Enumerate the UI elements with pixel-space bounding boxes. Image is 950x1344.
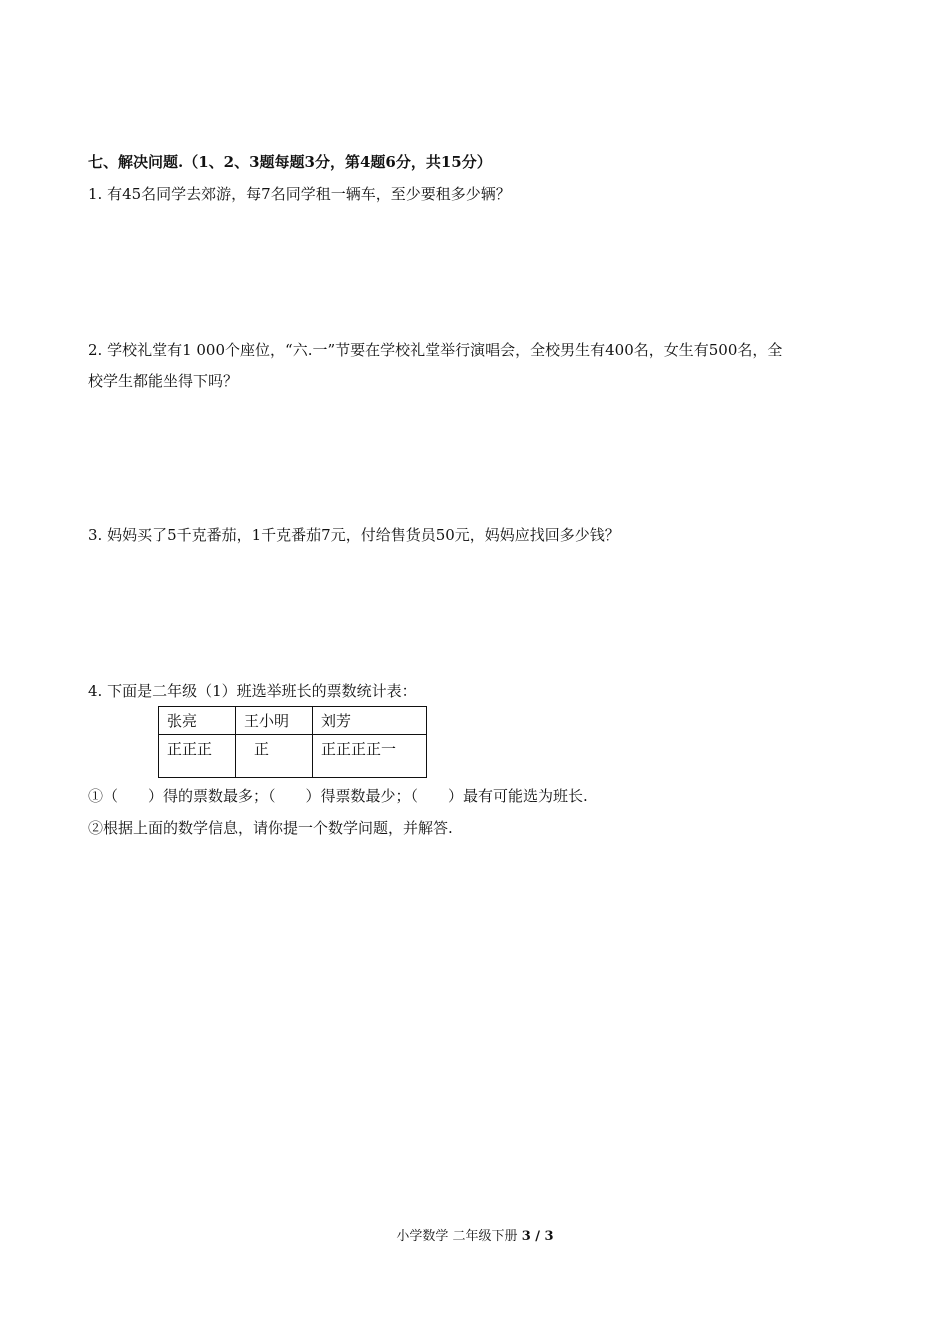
candidate-name-cell: 刘芳 <box>313 707 427 735</box>
table-row <box>159 707 427 735</box>
question-4-sub-2: ②根据上面的数学信息，请你提一个数学问题，并解答. <box>88 819 453 837</box>
tally-cell: 正正正正一 <box>313 735 427 778</box>
footer-subject: 小学数学 二年级下册 <box>396 1229 518 1244</box>
tally-cell <box>236 735 313 778</box>
tally-text: 正 <box>254 740 270 758</box>
candidate-name-cell: 王小明 <box>236 707 313 735</box>
question-4-sub-1: ①（ ）得的票数最多；（ ）得票数最少；（ ）最有可能选为班长. <box>88 787 588 805</box>
candidate-name-cell: 张亮 <box>159 707 236 735</box>
question-4-intro: 4. 下面是二年级（1）班选举班长的票数统计表： <box>88 682 417 700</box>
table-row <box>159 735 427 778</box>
question-1: 1. 有45名同学去郊游，每7名同学租一辆车，至少要租多少辆？ <box>88 185 511 203</box>
section-title: 七、解决问题.（1、2、3题每题3分，第4题6分，共15分） <box>88 153 492 171</box>
tally-cell: 正正正 <box>159 735 236 778</box>
page-footer <box>0 1228 950 1246</box>
footer-page-number: 3 / 3 <box>521 1229 554 1244</box>
question-2-line-1: 2. 学校礼堂有1 000个座位，“六.一”节要在学校礼堂举行演唱会，全校男生有400名，女生有500名，全 <box>88 341 783 359</box>
question-2-line-2: 校学生都能坐得下吗？ <box>88 372 239 390</box>
vote-tally-table <box>158 706 427 778</box>
question-3: 3. 妈妈买了5千克番茄，1千克番茄7元，付给售货员50元，妈妈应找回多少钱？ <box>88 526 620 544</box>
